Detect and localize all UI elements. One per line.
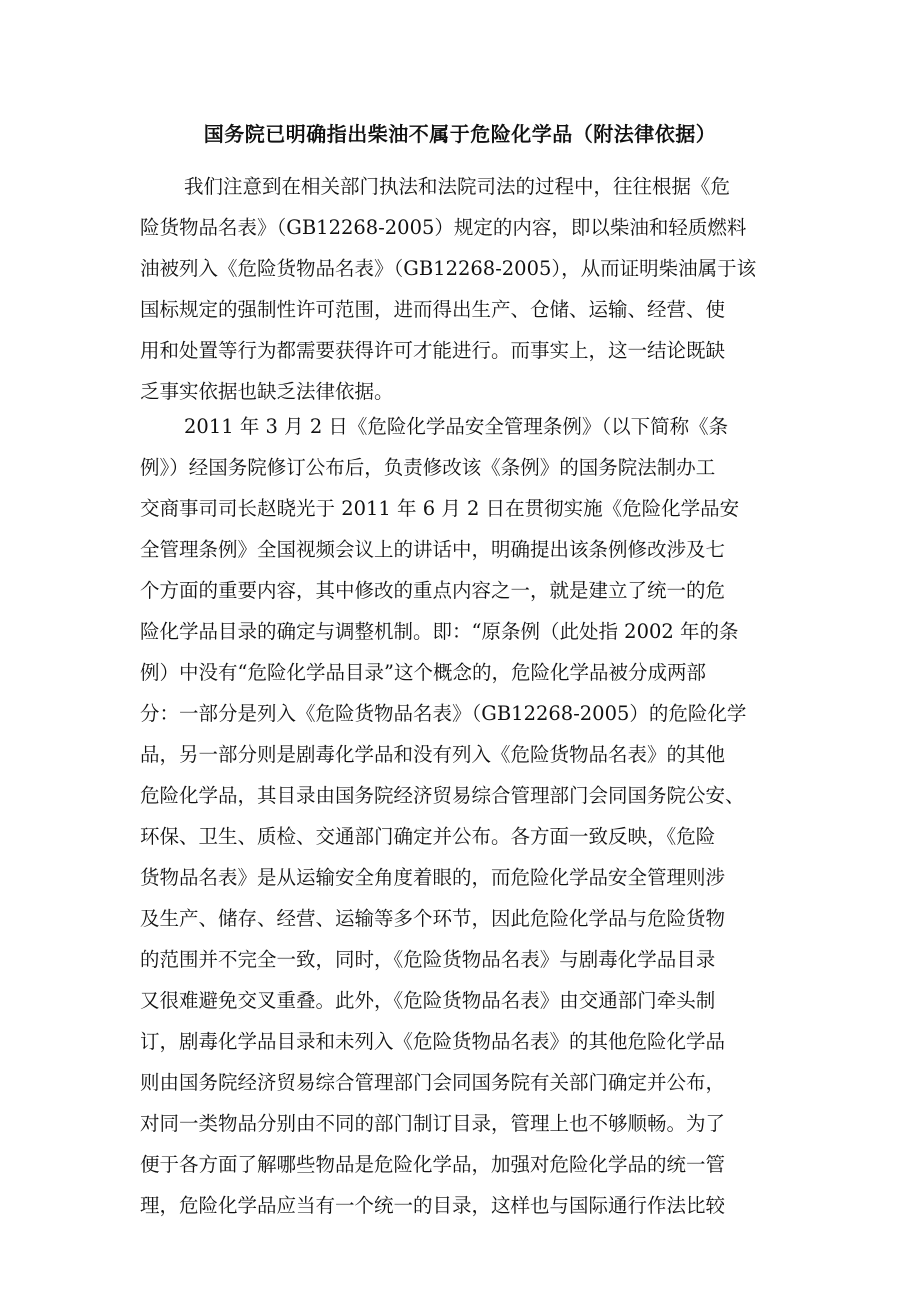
paragraph-line: 则由国务院经济贸易综合管理部门会同国务院有关部门确定并公布， [140, 1071, 726, 1094]
paragraph-line: 交商事司司长赵晓光于 2011 年 6 月 2 日在贯彻实施《危险化学品安 [140, 497, 740, 520]
paragraph-line: 订，剧毒化学品目录和未列入《危险货物品名表》的其他危险化学品 [140, 1030, 726, 1053]
paragraph-line: 险货物品名表》（GB12268-2005）规定的内容，即以柴油和轻质燃料 [140, 216, 747, 239]
paragraph-1 [140, 166, 785, 412]
paragraph-line: 乏事实依据也缺乏法律依据。 [140, 380, 394, 403]
paragraph-line: 及生产、储存、经营、运输等多个环节，因此危险化学品与危险货物 [140, 907, 726, 930]
paragraph-line: 便于各方面了解哪些物品是危险化学品，加强对危险化学品的统一管 [140, 1153, 726, 1176]
paragraph-line: 分：一部分是列入《危险货物品名表》（GB12268-2005）的危险化学 [140, 702, 747, 725]
paragraph-line: 油被列入《危险货物品名表》（GB12268-2005），从而证明柴油属于该 [140, 257, 757, 280]
paragraph-line: 又很难避免交叉重叠。此外，《危险货物品名表》由交通部门牵头制 [140, 989, 716, 1012]
paragraph-line: 国标规定的强制性许可范围，进而得出生产、仓储、运输、经营、使 [140, 298, 726, 321]
paragraph-line: 危险化学品，其目录由国务院经济贸易综合管理部门会同国务院公安、 [140, 784, 745, 807]
paragraph-line: 用和处置等行为都需要获得许可才能进行。而事实上，这一结论既缺 [140, 339, 726, 362]
paragraph-line: 险化学品目录的确定与调整机制。即：“原条例（此处指 2002 年的条 [140, 620, 739, 643]
paragraph-line: 品，另一部分则是剧毒化学品和没有列入《危险货物品名表》的其他 [140, 743, 726, 766]
paragraph-line: 全管理条例》全国视频会议上的讲话中，明确提出该条例修改涉及七 [140, 538, 726, 561]
paragraph-line: 我们注意到在相关部门执法和法院司法的过程中，往往根据《危 [184, 175, 731, 198]
paragraph-line: 环保、卫生、质检、交通部门确定并公布。各方面一致反映，《危险 [140, 825, 716, 848]
paragraph-line: 例》）经国务院修订公布后，负责修改该《条例》的国务院法制办工 [140, 456, 716, 479]
document-title: 国务院已明确指出柴油不属于危险化学品（附法律依据） [203, 122, 717, 146]
paragraph-line: 货物品名表》是从运输安全角度着眼的，而危险化学品安全管理则涉 [140, 866, 726, 889]
paragraph-line: 例）中没有“危险化学品目录”这个概念的，危险化学品被分成两部 [140, 661, 706, 684]
paragraph-line: 的范围并不完全一致，同时，《危险货物品名表》与剧毒化学品目录 [140, 948, 716, 971]
paragraph-line: 2011 年 3 月 2 日《危险化学品安全管理条例》（以下简称《条 [184, 415, 729, 438]
paragraph-line: 理，危险化学品应当有一个统一的目录，这样也与国际通行作法比较 [140, 1194, 726, 1217]
paragraph-line: 个方面的重要内容，其中修改的重点内容之一，就是建立了统一的危 [140, 579, 726, 602]
paragraph-2 [140, 406, 785, 1226]
paragraph-line: 对同一类物品分别由不同的部门制订目录，管理上也不够顺畅。为了 [140, 1112, 726, 1135]
